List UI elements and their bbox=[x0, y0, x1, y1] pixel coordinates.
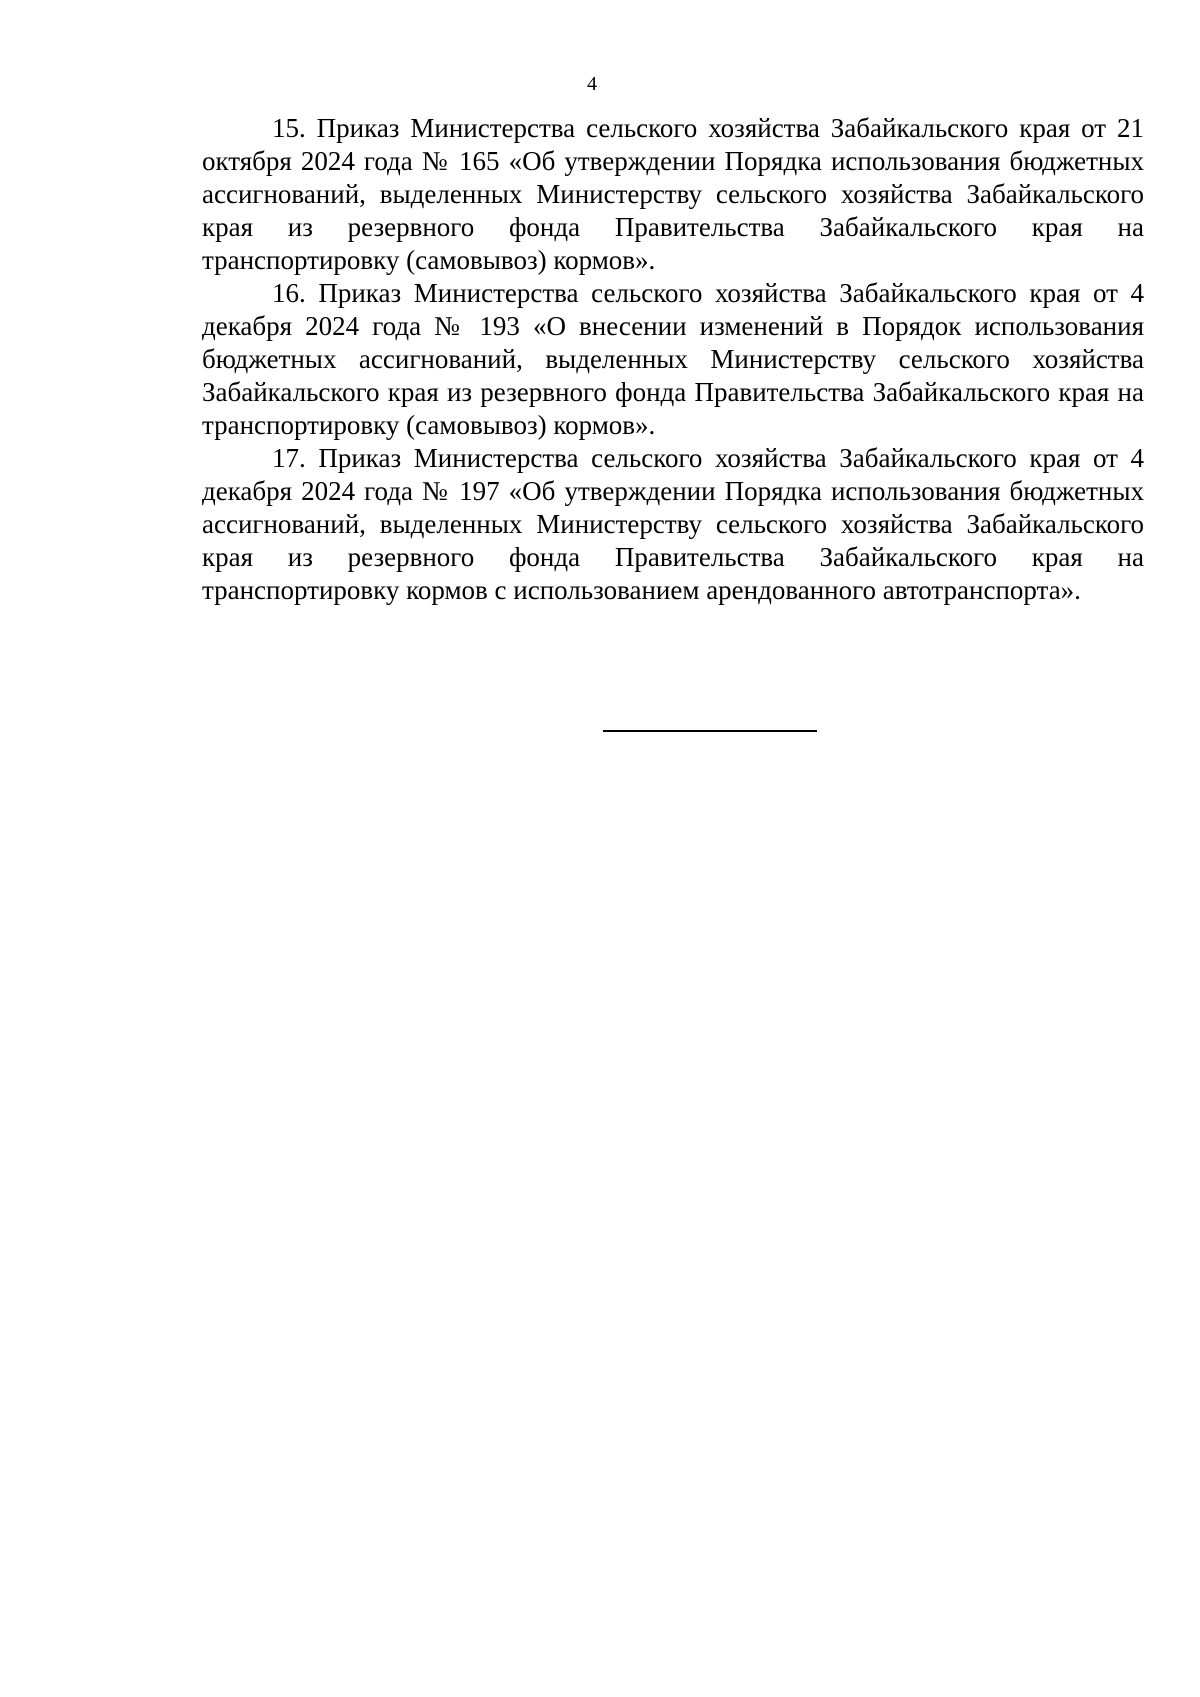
closing-divider bbox=[603, 730, 817, 732]
list-item-17: 17. Приказ Министерства сельского хозяйства Забайкальского края от 4 декабря 2024 года № 197 «Об утверждении Порядка использования бюджетных ассигнований, выделенных Министерству сельского хозяйства Забайкальского края из резервного фонда Правительства Забайкальского края на транспортировку кормов с использованием арендованного автотранспорта». bbox=[202, 443, 1144, 605]
document-body bbox=[202, 112, 1144, 607]
list-item-16: 16. Приказ Министерства сельского хозяйства Забайкальского края от 4 декабря 2024 года № 193 «О внесении изменений в Порядок использования бюджетных ассигнований, выделенных Министерству сельского хозяйства Забайкальского края из резервного фонда Правительства Забайкальского края на транспортировку (самовывоз) кормов». bbox=[202, 278, 1144, 440]
page-number: 4 bbox=[587, 73, 597, 95]
list-item-15: 15. Приказ Министерства сельского хозяйства Забайкальского края от 21 октября 2024 года № 165 «Об утверждении Порядка использования бюджетных ассигнований, выделенных Министерству сельского хозяйства Забайкальского края из резервного фонда Правительства Забайкальского края на транспортировку (самовывоз) кормов». bbox=[202, 113, 1144, 275]
